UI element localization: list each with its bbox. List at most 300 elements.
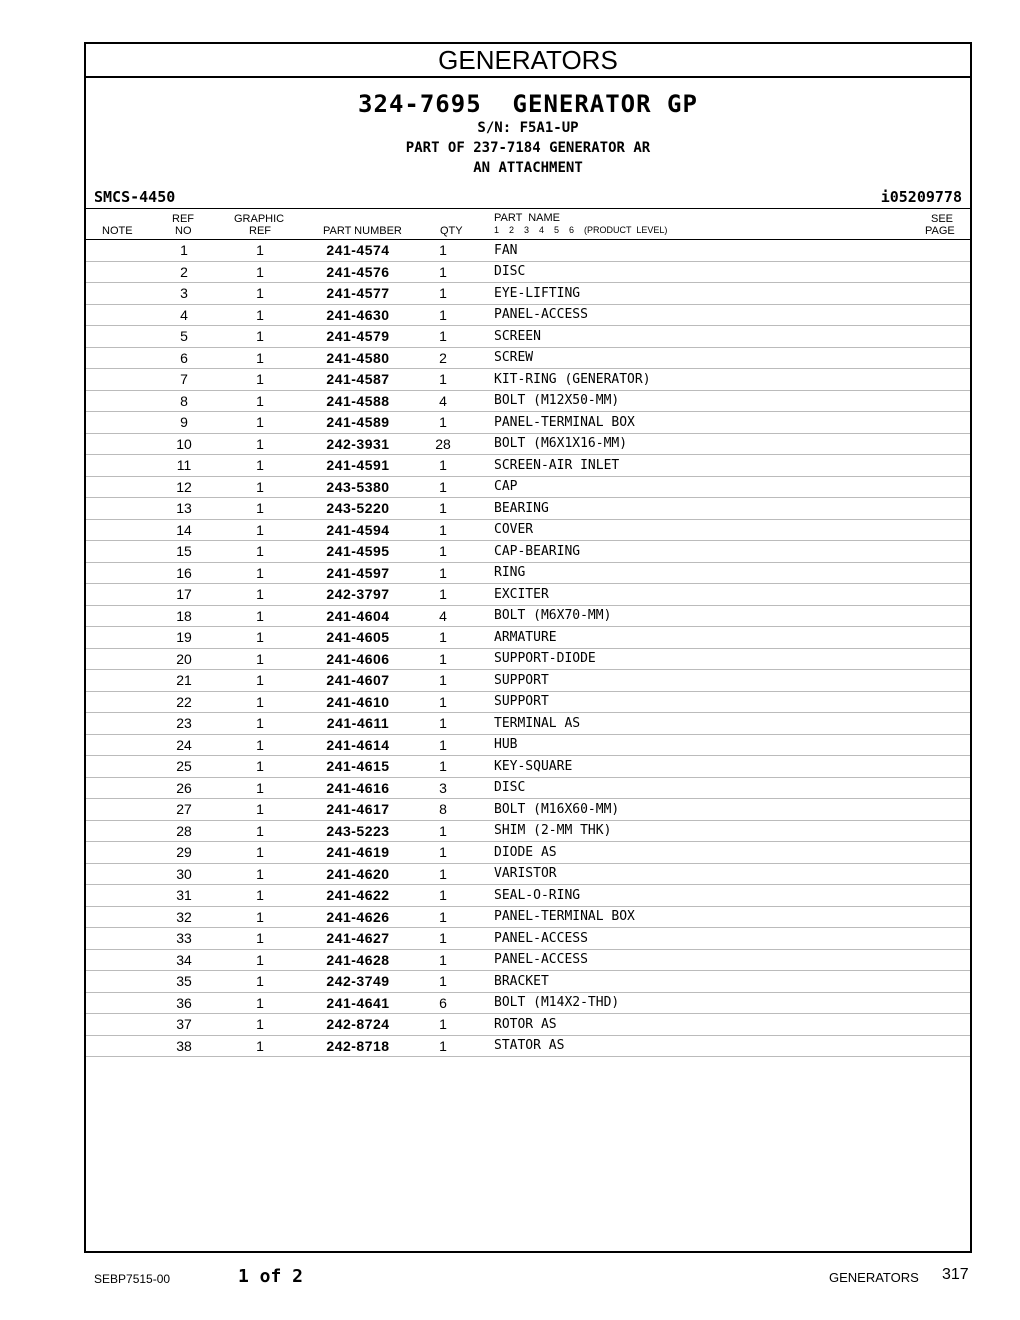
qty-cell: 1 <box>418 412 468 434</box>
see-page-cell <box>719 906 970 928</box>
table-row <box>86 412 970 434</box>
ref-no-cell: 15 <box>146 541 222 563</box>
qty-cell: 1 <box>418 756 468 778</box>
part-name-cell: PANEL-ACCESS <box>468 304 719 326</box>
note-cell <box>86 1035 146 1057</box>
ref-no-cell: 30 <box>146 863 222 885</box>
table-row <box>86 283 970 305</box>
note-cell <box>86 455 146 477</box>
note-cell <box>86 304 146 326</box>
see-page-cell <box>719 390 970 412</box>
table-row <box>86 713 970 735</box>
note-cell <box>86 476 146 498</box>
ref-no-cell: 4 <box>146 304 222 326</box>
col-see-bottom: PAGE <box>925 225 955 237</box>
note-cell <box>86 326 146 348</box>
ref-no-cell: 34 <box>146 949 222 971</box>
graphic-ref-cell: 1 <box>222 863 298 885</box>
ref-no-cell: 25 <box>146 756 222 778</box>
qty-cell: 1 <box>418 455 468 477</box>
ref-no-cell: 10 <box>146 433 222 455</box>
note-cell <box>86 820 146 842</box>
ref-no-cell: 26 <box>146 777 222 799</box>
see-page-cell <box>719 326 970 348</box>
col-note: NOTE <box>102 225 133 237</box>
ref-no-cell: 7 <box>146 369 222 391</box>
see-page-cell <box>719 648 970 670</box>
part-number-cell: 241-4588 <box>298 390 418 412</box>
part-number-cell: 242-8724 <box>298 1014 418 1036</box>
qty-cell: 1 <box>418 326 468 348</box>
qty-cell: 28 <box>418 433 468 455</box>
qty-cell: 1 <box>418 304 468 326</box>
part-name-cell: SEAL-O-RING <box>468 885 719 907</box>
ref-no-cell: 37 <box>146 1014 222 1036</box>
ref-no-cell: 32 <box>146 906 222 928</box>
qty-cell: 1 <box>418 906 468 928</box>
smcs-row <box>86 188 970 209</box>
col-part-number: PART NUMBER <box>323 225 402 237</box>
qty-cell: 1 <box>418 820 468 842</box>
part-name-cell: PANEL-TERMINAL BOX <box>468 906 719 928</box>
graphic-ref-cell: 1 <box>222 476 298 498</box>
part-name-cell: STATOR AS <box>468 1035 719 1057</box>
note-cell <box>86 949 146 971</box>
ref-no-cell: 2 <box>146 261 222 283</box>
note-cell <box>86 799 146 821</box>
note-cell <box>86 928 146 950</box>
part-number-cell: 241-4605 <box>298 627 418 649</box>
section-title: GENERATORS <box>86 44 970 78</box>
ref-no-cell: 14 <box>146 519 222 541</box>
qty-cell: 1 <box>418 1035 468 1057</box>
part-number-cell: 241-4627 <box>298 928 418 950</box>
see-page-cell <box>719 541 970 563</box>
ref-no-cell: 31 <box>146 885 222 907</box>
see-page-cell <box>719 670 970 692</box>
page-footer <box>0 1266 1020 1290</box>
note-cell <box>86 777 146 799</box>
see-page-cell <box>719 584 970 606</box>
note-cell <box>86 992 146 1014</box>
see-page-cell <box>719 949 970 971</box>
part-number-cell: 241-4615 <box>298 756 418 778</box>
table-row <box>86 261 970 283</box>
ref-no-cell: 11 <box>146 455 222 477</box>
see-page-cell <box>719 713 970 735</box>
part-number-cell: 241-4610 <box>298 691 418 713</box>
ref-no-cell: 38 <box>146 1035 222 1057</box>
table-row <box>86 734 970 756</box>
group-title: 324-7695 GENERATOR GP <box>358 90 698 118</box>
table-row <box>86 820 970 842</box>
graphic-ref-cell: 1 <box>222 562 298 584</box>
table-row <box>86 562 970 584</box>
graphic-ref-cell: 1 <box>222 670 298 692</box>
graphic-ref-cell: 1 <box>222 842 298 864</box>
ref-no-cell: 33 <box>146 928 222 950</box>
col-ref-bottom: NO <box>175 225 192 237</box>
ref-no-cell: 9 <box>146 412 222 434</box>
see-page-cell <box>719 455 970 477</box>
see-page-cell <box>719 519 970 541</box>
table-row <box>86 240 970 261</box>
see-page-cell <box>719 842 970 864</box>
graphic-ref-cell: 1 <box>222 906 298 928</box>
page-number: 317 <box>942 1266 969 1283</box>
graphic-ref-cell: 1 <box>222 971 298 993</box>
ref-no-cell: 28 <box>146 820 222 842</box>
part-name-cell: BEARING <box>468 498 719 520</box>
qty-cell: 1 <box>418 648 468 670</box>
graphic-ref-cell: 1 <box>222 820 298 842</box>
see-page-cell <box>719 433 970 455</box>
graphic-ref-cell: 1 <box>222 691 298 713</box>
qty-cell: 4 <box>418 390 468 412</box>
qty-cell: 6 <box>418 992 468 1014</box>
part-number-cell: 241-4594 <box>298 519 418 541</box>
graphic-ref-cell: 1 <box>222 605 298 627</box>
part-name-cell: KIT-RING (GENERATOR) <box>468 369 719 391</box>
serial-number: S/N: F5A1-UP <box>477 120 579 136</box>
part-name-cell: COVER <box>468 519 719 541</box>
col-graphic-bottom: REF <box>249 225 271 237</box>
see-page-cell <box>719 627 970 649</box>
part-number-cell: 241-4606 <box>298 648 418 670</box>
part-number-cell: 241-4620 <box>298 863 418 885</box>
graphic-ref-cell: 1 <box>222 283 298 305</box>
graphic-ref-cell: 1 <box>222 799 298 821</box>
part-number-cell: 241-4614 <box>298 734 418 756</box>
graphic-ref-cell: 1 <box>222 455 298 477</box>
note-cell <box>86 863 146 885</box>
qty-cell: 1 <box>418 541 468 563</box>
part-name-cell: BOLT (M14X2-THD) <box>468 992 719 1014</box>
note-cell <box>86 842 146 864</box>
note-cell <box>86 1014 146 1036</box>
qty-cell: 4 <box>418 605 468 627</box>
part-name-cell: PANEL-ACCESS <box>468 928 719 950</box>
graphic-ref-cell: 1 <box>222 627 298 649</box>
part-name-cell: PANEL-TERMINAL BOX <box>468 412 719 434</box>
table-row <box>86 799 970 821</box>
qty-cell: 3 <box>418 777 468 799</box>
part-number-cell: 242-3749 <box>298 971 418 993</box>
part-name-cell: DIODE AS <box>468 842 719 864</box>
part-number-cell: 242-3797 <box>298 584 418 606</box>
see-page-cell <box>719 799 970 821</box>
qty-cell: 1 <box>418 584 468 606</box>
note-cell <box>86 519 146 541</box>
ref-no-cell: 16 <box>146 562 222 584</box>
table-row <box>86 519 970 541</box>
see-page-cell <box>719 562 970 584</box>
note-cell <box>86 627 146 649</box>
see-page-cell <box>719 928 970 950</box>
see-page-cell <box>719 304 970 326</box>
part-name-cell: SCREEN-AIR INLET <box>468 455 719 477</box>
see-page-cell <box>719 691 970 713</box>
note-cell <box>86 498 146 520</box>
graphic-ref-cell: 1 <box>222 1014 298 1036</box>
graphic-ref-cell: 1 <box>222 949 298 971</box>
part-of-line: PART OF 237-7184 GENERATOR AR <box>405 140 651 156</box>
see-page-cell <box>719 971 970 993</box>
qty-cell: 2 <box>418 347 468 369</box>
part-number-cell: 242-3931 <box>298 433 418 455</box>
part-name-cell: PANEL-ACCESS <box>468 949 719 971</box>
graphic-ref-cell: 1 <box>222 713 298 735</box>
see-page-cell <box>719 756 970 778</box>
table-row <box>86 1014 970 1036</box>
graphic-ref-cell: 1 <box>222 519 298 541</box>
table-row <box>86 605 970 627</box>
table-row <box>86 347 970 369</box>
qty-cell: 1 <box>418 734 468 756</box>
part-number-cell: 241-4607 <box>298 670 418 692</box>
graphic-ref-cell: 1 <box>222 928 298 950</box>
table-row <box>86 949 970 971</box>
qty-cell: 1 <box>418 261 468 283</box>
graphic-ref-cell: 1 <box>222 777 298 799</box>
page-of: 1 of 2 <box>238 1266 304 1287</box>
part-name-cell: SUPPORT-DIODE <box>468 648 719 670</box>
note-cell <box>86 734 146 756</box>
ref-no-cell: 27 <box>146 799 222 821</box>
smcs-code: SMCS-4450 <box>94 188 176 206</box>
part-number-cell: 241-4576 <box>298 261 418 283</box>
parts-page-frame <box>84 42 972 1253</box>
qty-cell: 1 <box>418 476 468 498</box>
ref-no-cell: 21 <box>146 670 222 692</box>
part-name-cell: SHIM (2-MM THK) <box>468 820 719 842</box>
document-id: SEBP7515-00 <box>94 1272 171 1286</box>
see-page-cell <box>719 885 970 907</box>
qty-cell: 1 <box>418 1014 468 1036</box>
see-page-cell <box>719 347 970 369</box>
part-name-cell: BOLT (M12X50-MM) <box>468 390 719 412</box>
part-number-cell: 243-5380 <box>298 476 418 498</box>
see-page-cell <box>719 777 970 799</box>
note-cell <box>86 713 146 735</box>
table-row <box>86 1035 970 1057</box>
part-number-cell: 241-4616 <box>298 777 418 799</box>
table-row <box>86 455 970 477</box>
note-cell <box>86 691 146 713</box>
graphic-ref-cell: 1 <box>222 369 298 391</box>
part-name-cell: EYE-LIFTING <box>468 283 719 305</box>
ref-no-cell: 24 <box>146 734 222 756</box>
part-number-cell: 242-8718 <box>298 1035 418 1057</box>
see-page-cell <box>719 369 970 391</box>
table-row <box>86 670 970 692</box>
note-cell <box>86 648 146 670</box>
group-header <box>86 90 970 178</box>
table-row <box>86 756 970 778</box>
table-row <box>86 928 970 950</box>
graphic-ref-cell: 1 <box>222 304 298 326</box>
ref-no-cell: 18 <box>146 605 222 627</box>
part-name-cell: BOLT (M6X70-MM) <box>468 605 719 627</box>
qty-cell: 1 <box>418 691 468 713</box>
see-page-cell <box>719 261 970 283</box>
table-row <box>86 906 970 928</box>
part-name-cell: VARISTOR <box>468 863 719 885</box>
ref-no-cell: 36 <box>146 992 222 1014</box>
graphic-ref-cell: 1 <box>222 261 298 283</box>
note-cell <box>86 670 146 692</box>
col-see-top: SEE <box>931 213 954 225</box>
table-row <box>86 541 970 563</box>
part-name-cell: KEY-SQUARE <box>468 756 719 778</box>
note-cell <box>86 756 146 778</box>
illustration-id: i05209778 <box>880 188 962 206</box>
note-cell <box>86 971 146 993</box>
graphic-ref-cell: 1 <box>222 885 298 907</box>
ref-no-cell: 5 <box>146 326 222 348</box>
part-number-cell: 241-4589 <box>298 412 418 434</box>
part-name-cell: FAN <box>468 240 719 261</box>
table-row <box>86 584 970 606</box>
qty-cell: 1 <box>418 928 468 950</box>
part-number-cell: 241-4604 <box>298 605 418 627</box>
part-name-cell: SUPPORT <box>468 691 719 713</box>
graphic-ref-cell: 1 <box>222 734 298 756</box>
qty-cell: 1 <box>418 885 468 907</box>
note-cell <box>86 412 146 434</box>
note-cell <box>86 562 146 584</box>
part-number-cell: 241-4630 <box>298 304 418 326</box>
part-number-cell: 241-4597 <box>298 562 418 584</box>
qty-cell: 1 <box>418 670 468 692</box>
qty-cell: 1 <box>418 498 468 520</box>
ref-no-cell: 17 <box>146 584 222 606</box>
column-headers <box>86 209 970 240</box>
part-name-cell: BOLT (M16X60-MM) <box>468 799 719 821</box>
qty-cell: 1 <box>418 627 468 649</box>
qty-cell: 1 <box>418 240 468 261</box>
qty-cell: 1 <box>418 842 468 864</box>
ref-no-cell: 1 <box>146 240 222 261</box>
part-number-cell: 243-5220 <box>298 498 418 520</box>
see-page-cell <box>719 992 970 1014</box>
ref-no-cell: 6 <box>146 347 222 369</box>
graphic-ref-cell: 1 <box>222 541 298 563</box>
graphic-ref-cell: 1 <box>222 1035 298 1057</box>
col-qty: QTY <box>440 225 463 237</box>
parts-table <box>86 240 970 1057</box>
part-name-cell: HUB <box>468 734 719 756</box>
part-name-cell: RING <box>468 562 719 584</box>
see-page-cell <box>719 605 970 627</box>
part-name-cell: SCREW <box>468 347 719 369</box>
table-row <box>86 992 970 1014</box>
ref-no-cell: 20 <box>146 648 222 670</box>
note-cell <box>86 906 146 928</box>
table-row <box>86 498 970 520</box>
qty-cell: 1 <box>418 713 468 735</box>
note-cell <box>86 240 146 261</box>
part-name-cell: CAP-BEARING <box>468 541 719 563</box>
note-cell <box>86 390 146 412</box>
part-number-cell: 241-4626 <box>298 906 418 928</box>
graphic-ref-cell: 1 <box>222 498 298 520</box>
see-page-cell <box>719 1014 970 1036</box>
see-page-cell <box>719 734 970 756</box>
part-name-cell: BOLT (M6X1X16-MM) <box>468 433 719 455</box>
note-cell <box>86 261 146 283</box>
note-cell <box>86 347 146 369</box>
graphic-ref-cell: 1 <box>222 347 298 369</box>
graphic-ref-cell: 1 <box>222 756 298 778</box>
part-name-cell: SUPPORT <box>468 670 719 692</box>
part-name-cell: ARMATURE <box>468 627 719 649</box>
part-name-cell: CAP <box>468 476 719 498</box>
footer-section: GENERATORS <box>829 1270 919 1285</box>
part-number-cell: 241-4619 <box>298 842 418 864</box>
qty-cell: 1 <box>418 949 468 971</box>
table-row <box>86 777 970 799</box>
part-name-cell: TERMINAL AS <box>468 713 719 735</box>
note-cell <box>86 369 146 391</box>
graphic-ref-cell: 1 <box>222 326 298 348</box>
qty-cell: 1 <box>418 971 468 993</box>
table-row <box>86 627 970 649</box>
see-page-cell <box>719 240 970 261</box>
see-page-cell <box>719 820 970 842</box>
table-row <box>86 842 970 864</box>
part-name-cell: EXCITER <box>468 584 719 606</box>
part-number-cell: 241-4591 <box>298 455 418 477</box>
part-name-cell: DISC <box>468 261 719 283</box>
table-row <box>86 326 970 348</box>
table-row <box>86 304 970 326</box>
ref-no-cell: 23 <box>146 713 222 735</box>
part-number-cell: 241-4628 <box>298 949 418 971</box>
table-row <box>86 885 970 907</box>
ref-no-cell: 29 <box>146 842 222 864</box>
graphic-ref-cell: 1 <box>222 390 298 412</box>
table-row <box>86 390 970 412</box>
table-row <box>86 369 970 391</box>
table-row <box>86 476 970 498</box>
ref-no-cell: 8 <box>146 390 222 412</box>
table-row <box>86 691 970 713</box>
part-name-cell: BRACKET <box>468 971 719 993</box>
qty-cell: 1 <box>418 283 468 305</box>
note-cell <box>86 605 146 627</box>
graphic-ref-cell: 1 <box>222 992 298 1014</box>
part-name-cell: ROTOR AS <box>468 1014 719 1036</box>
graphic-ref-cell: 1 <box>222 240 298 261</box>
graphic-ref-cell: 1 <box>222 412 298 434</box>
ref-no-cell: 12 <box>146 476 222 498</box>
col-part-name: PART NAME <box>494 212 561 224</box>
part-number-cell: 241-4641 <box>298 992 418 1014</box>
part-name-cell: SCREEN <box>468 326 719 348</box>
part-number-cell: 241-4595 <box>298 541 418 563</box>
ref-no-cell: 35 <box>146 971 222 993</box>
note-cell <box>86 885 146 907</box>
see-page-cell <box>719 476 970 498</box>
qty-cell: 1 <box>418 562 468 584</box>
part-number-cell: 241-4622 <box>298 885 418 907</box>
qty-cell: 8 <box>418 799 468 821</box>
ref-no-cell: 3 <box>146 283 222 305</box>
part-name-cell: DISC <box>468 777 719 799</box>
graphic-ref-cell: 1 <box>222 584 298 606</box>
see-page-cell <box>719 498 970 520</box>
